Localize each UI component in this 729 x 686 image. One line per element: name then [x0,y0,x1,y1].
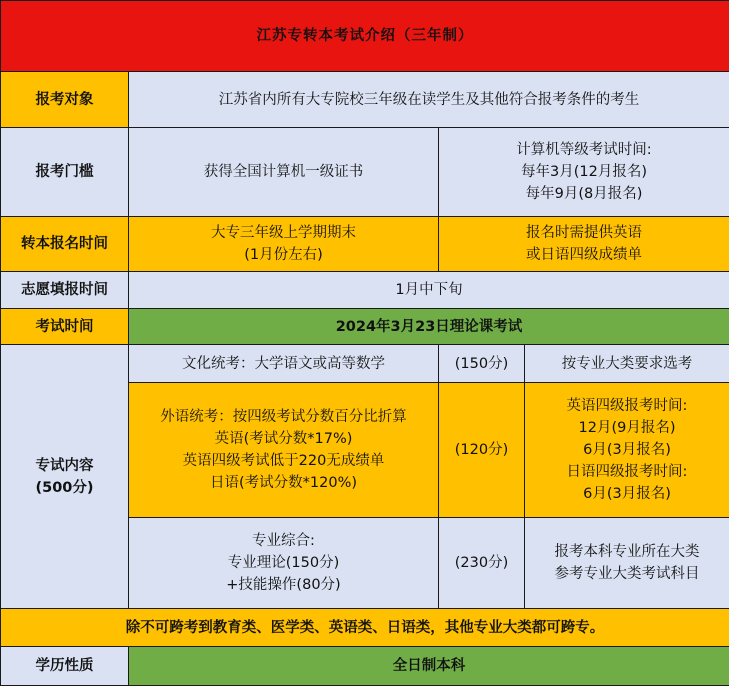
content-subject-line: 专业综合: [133,530,434,552]
exam-time-value: 2024年3月23日理论课考试 [129,309,729,345]
registration-note-line: 报名时需提供英语 [443,222,725,244]
content-score: (120分) [439,383,525,518]
content-note-line: 报考本科专业所在大类 [529,541,725,563]
registration-time-line: (1月份左右) [133,244,434,266]
threshold-label: 报考门槛 [1,128,129,217]
preference-value: 1月中下旬 [129,272,729,309]
content-subject-line: +技能操作(80分) [133,574,434,596]
exam-time-label: 考试时间 [1,309,129,345]
content-note-line: 英语四级报考时间: [529,395,725,417]
content-subject [129,383,439,518]
content-note-line: 12月(9月报名) [529,417,725,439]
content-subject-line: 英语(考试分数*17%) [133,428,434,450]
computer-exam-time-line: 计算机等级考试时间: [443,139,725,161]
registration-note-line: 或日语四级成绩单 [443,244,725,266]
target-label: 报考对象 [1,72,129,128]
computer-exam-time [439,128,729,217]
registration-time [129,217,439,272]
content-subject-line: 文化统考：大学语文或高等数学 [133,353,434,375]
content-note-line: 日语四级报考时间: [529,461,725,483]
content-note-line: 参考专业大类考试科目 [529,563,725,585]
content-note [525,383,729,518]
content-note-line: 6月(3月报名) [529,483,725,505]
registration-label: 转本报名时间 [1,217,129,272]
registration-note [439,217,729,272]
cross-major-note: 除不可跨考到教育类、医学类、英语类、日语类，其他专业大类都可跨专。 [1,609,729,647]
content-subject [129,518,439,609]
content-subject-line: 外语统考：按四级考试分数百分比折算 [133,406,434,428]
content-subject-line: 英语四级考试低于220无成绩单 [133,450,434,472]
content-note-line: 6月(3月报名) [529,439,725,461]
content-subject [129,345,439,383]
target-value: 江苏省内所有大专院校三年级在读学生及其他符合报考条件的考生 [129,72,729,128]
registration-time-line: 大专三年级上学期期末 [133,222,434,244]
page-title: 江苏专转本考试介绍（三年制） [1,1,729,72]
computer-exam-time-line: 每年9月(8月报名) [443,183,725,205]
content-note [525,345,729,383]
content-subject-line: 专业理论(150分) [133,552,434,574]
degree-label: 学历性质 [1,647,129,686]
computer-exam-time-line: 每年3月(12月报名) [443,161,725,183]
content-note-line: 按专业大类要求选考 [529,353,725,375]
content-score: (230分) [439,518,525,609]
content-label-line: (500分) [5,477,124,499]
threshold-value: 获得全国计算机一级证书 [129,128,439,217]
preference-label: 志愿填报时间 [1,272,129,309]
content-label-line: 专试内容 [5,455,124,477]
content-note [525,518,729,609]
content-label [1,345,129,609]
content-subject-line: 日语(考试分数*120%) [133,472,434,494]
content-score: (150分) [439,345,525,383]
degree-value: 全日制本科 [129,647,729,686]
